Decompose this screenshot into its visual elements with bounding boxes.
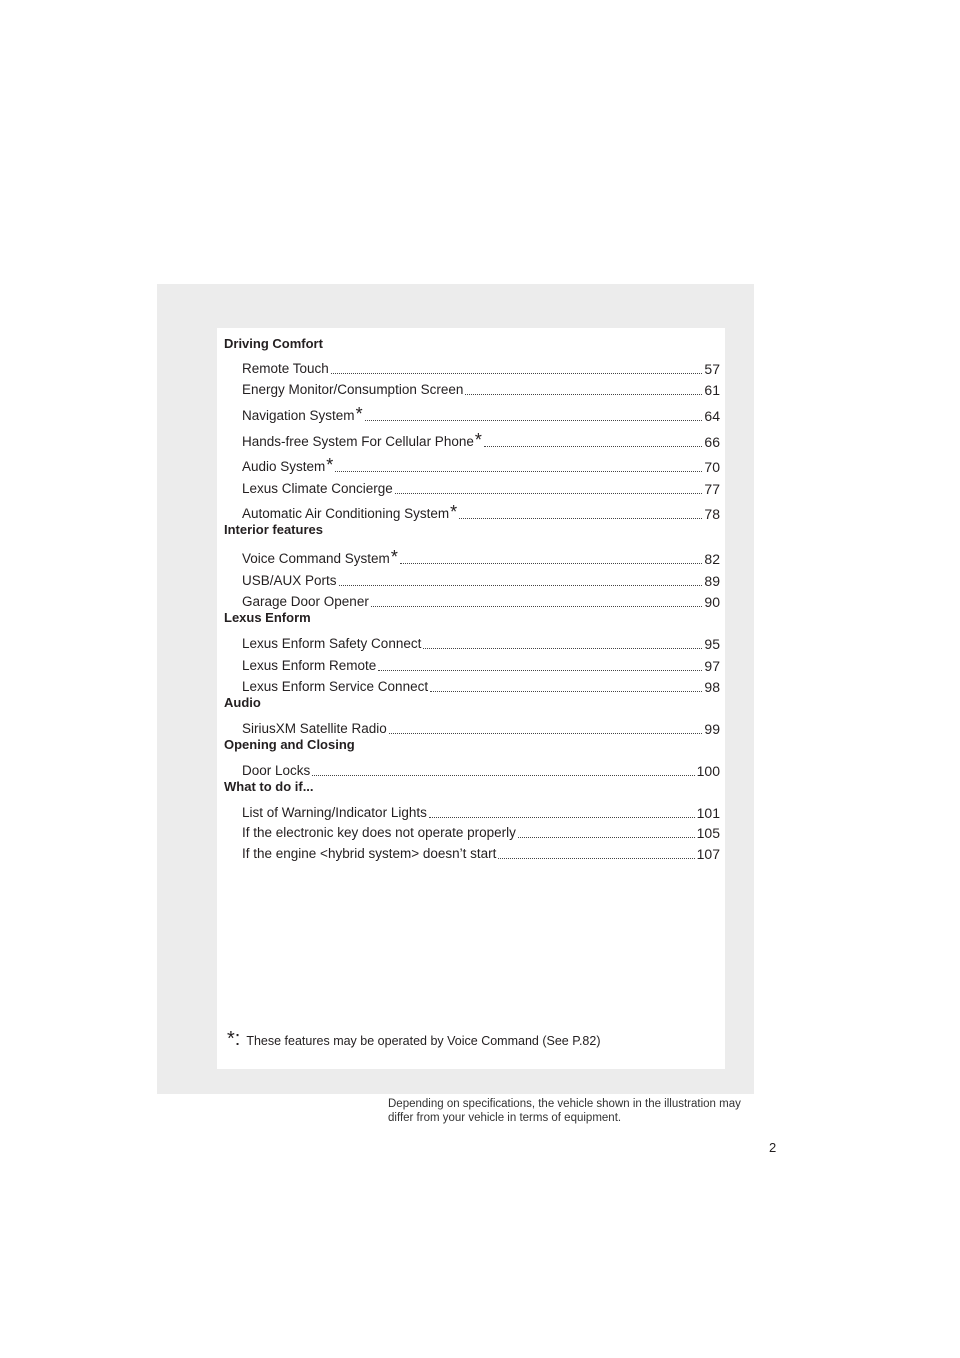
dot-leader — [484, 446, 703, 447]
toc-entry-label: Remote Touch — [242, 361, 329, 376]
toc-entry-page: 89 — [704, 573, 720, 589]
toc-entry-page: 61 — [704, 382, 720, 398]
toc-entry-label: Lexus Enform Service Connect — [242, 679, 429, 694]
dot-leader — [430, 691, 702, 692]
toc-entry-page: 90 — [704, 594, 720, 610]
dot-leader — [423, 648, 702, 649]
page-number: 2 — [769, 1140, 777, 1155]
toc-entry-page: 101 — [696, 805, 720, 821]
dot-leader — [365, 420, 703, 421]
dot-leader — [400, 563, 703, 564]
section-title: What to do if... — [224, 779, 314, 794]
toc-entry[interactable] — [224, 567, 720, 589]
toc-entry-label: Audio System — [242, 459, 326, 474]
toc-entry-page: 57 — [704, 361, 720, 377]
toc-entry[interactable] — [224, 631, 720, 652]
toc-entry-label: Hands-free System For Cellular Phone — [242, 434, 474, 449]
toc-entry-label: Voice Command System — [242, 551, 390, 566]
toc-entry[interactable] — [224, 497, 720, 522]
toc-entry-page: 82 — [704, 551, 720, 567]
voice-command-star-icon: * — [474, 430, 482, 450]
equipment-disclaimer: Depending on specifications, the vehicle shown in the illustration may differ from your vehicle in terms of equipment. — [388, 1098, 741, 1124]
toc-entry-page: 100 — [696, 763, 720, 779]
toc-entry-label: SiriusXM Satellite Radio — [242, 721, 387, 736]
voice-command-star-icon: * — [326, 455, 334, 475]
toc-entry-label: Lexus Enform Remote — [242, 658, 377, 673]
toc-entry[interactable] — [224, 543, 720, 567]
toc-entry-page: 70 — [704, 459, 720, 475]
toc-entry[interactable] — [224, 398, 720, 424]
toc-entry[interactable] — [224, 450, 720, 475]
section-title: Audio — [224, 695, 261, 710]
toc-entry[interactable] — [224, 356, 720, 377]
dot-leader — [371, 606, 703, 607]
toc-entry-page: 107 — [696, 846, 720, 862]
toc-entry[interactable] — [224, 652, 720, 674]
table-of-contents-box — [217, 328, 725, 1069]
section-title: Interior features — [224, 522, 323, 537]
table-of-contents — [224, 336, 720, 862]
toc-entry-label: Door Locks — [242, 763, 311, 778]
toc-entry[interactable] — [224, 841, 720, 862]
dot-leader — [395, 493, 703, 494]
voice-command-star-icon: * — [450, 502, 458, 522]
dot-leader — [312, 775, 694, 776]
toc-entry[interactable] — [224, 424, 720, 450]
dot-leader — [335, 471, 702, 472]
toc-entry-label: Automatic Air Conditioning System — [242, 506, 450, 521]
toc-entry-label: Lexus Enform Safety Connect — [242, 636, 422, 651]
dot-leader — [389, 733, 703, 734]
toc-entry-label: List of Warning/Indicator Lights — [242, 805, 427, 820]
toc-entry-label: Lexus Climate Concierge — [242, 481, 393, 496]
dot-leader — [459, 518, 702, 519]
toc-entry-page: 98 — [704, 679, 720, 695]
dot-leader — [429, 817, 695, 818]
toc-entry-page: 77 — [704, 481, 720, 497]
footnote — [227, 1028, 601, 1050]
toc-entry[interactable] — [224, 589, 720, 610]
toc-entry-label: Energy Monitor/Consumption Screen — [242, 382, 464, 397]
dot-leader — [339, 585, 703, 586]
toc-entry-label: If the electronic key does not operate properly — [242, 825, 516, 840]
toc-entry[interactable] — [224, 821, 720, 841]
section-title: Driving Comfort — [224, 336, 323, 351]
footnote-text: These features may be operated by Voice Command (See P.82) — [246, 1034, 601, 1048]
section-title: Lexus Enform — [224, 610, 311, 625]
toc-entry-page: 66 — [704, 434, 720, 450]
voice-command-star-icon: * — [390, 547, 398, 567]
toc-entry-page: 97 — [704, 658, 720, 674]
section-title: Opening and Closing — [224, 737, 355, 752]
toc-entry[interactable] — [224, 475, 720, 497]
toc-entry-page: 78 — [704, 506, 720, 522]
toc-entry[interactable] — [224, 716, 720, 737]
dot-leader — [331, 373, 703, 374]
dot-leader — [378, 670, 702, 671]
toc-entry-page: 99 — [704, 721, 720, 737]
toc-entry-page: 105 — [696, 825, 720, 841]
dot-leader — [518, 837, 695, 838]
toc-entry[interactable] — [224, 377, 720, 398]
toc-entry-label: USB/AUX Ports — [242, 573, 337, 588]
footnote-marker: *: — [227, 1028, 241, 1050]
toc-entry-page: 64 — [704, 408, 720, 424]
voice-command-star-icon: * — [355, 404, 363, 424]
toc-entry[interactable] — [224, 758, 720, 779]
toc-entry-label: Garage Door Opener — [242, 594, 369, 609]
toc-entry[interactable] — [224, 674, 720, 695]
toc-entry-label: If the engine <hybrid system> doesn’t start — [242, 846, 497, 861]
toc-entry-page: 95 — [704, 636, 720, 652]
dot-leader — [465, 394, 702, 395]
toc-entry[interactable] — [224, 800, 720, 821]
toc-entry-label: Navigation System — [242, 408, 355, 423]
dot-leader — [498, 858, 694, 859]
